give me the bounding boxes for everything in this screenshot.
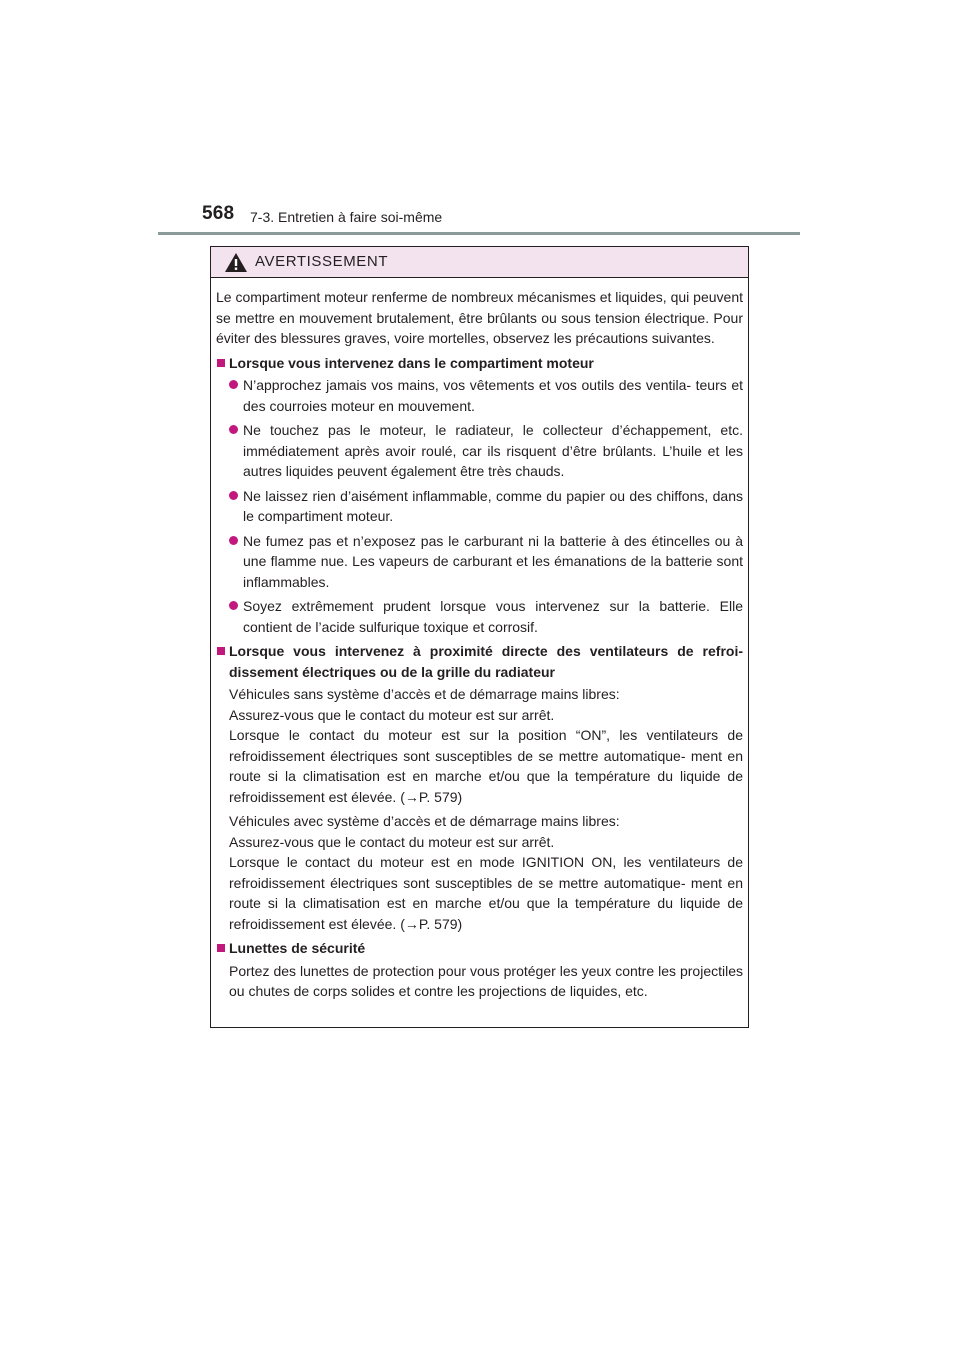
- bullet-item: [216, 420, 743, 482]
- bullet-item: [216, 596, 743, 637]
- warning-box: [210, 246, 749, 1028]
- paragraph-block-smart-key: [216, 811, 743, 934]
- section-heading-cooling-fans: [216, 641, 743, 682]
- bullet-text: Ne touchez pas le moteur, le radiateur, le collecteur d’échappement, etc. immédiatement après avoir roulé, car ils risquent d’être brûlants. L’huile et les autres liquides peuvent également être très chauds.: [243, 422, 743, 479]
- bullet-text: Ne fumez pas et n’exposez pas le carburant ni la batterie à des étincelles ou à une flamme nue. Les vapeurs de carburant et les émanations de la batterie sont inflammables.: [243, 532, 743, 590]
- warning-header: [211, 247, 748, 278]
- paragraph-safety-glasses: Portez des lunettes de protection pour vous protéger les yeux contre les projectiles ou chutes de corps solides et contre les projections de liquides, etc.: [229, 962, 743, 999]
- warning-triangle-icon: [225, 253, 247, 272]
- page-number: 568: [202, 203, 235, 224]
- warning-body: [216, 287, 743, 1002]
- paragraph-line: Lorsque le contact du moteur est sur la position “ON”, les ventilateurs de refroidissement électriques sont susceptibles de se mettre automatique- ment en route si la climatisation est en marche et/ou que la température du liquide de refroidissement est élevée. (→P. 579): [229, 727, 743, 805]
- section-title: 7-3. Entretien à faire soi-même: [250, 209, 443, 225]
- warning-intro: Le compartiment moteur renferme de nombreux mécanismes et liquides, qui peuvent se mettre en mouvement brutalement, être brûlants ou sous tension électrique. Pour éviter des blessures graves, voire mortelles, observez les précautions suivantes.: [216, 289, 743, 346]
- bullet-item: [216, 531, 743, 593]
- paragraph-line: Assurez-vous que le contact du moteur est sur arrêt.: [229, 706, 555, 723]
- bullet-text: Ne laissez rien d’aisément inflammable, comme du papier ou des chiffons, dans le compartiment moteur.: [243, 487, 743, 524]
- round-bullet-icon: [229, 536, 238, 545]
- paragraph-block-no-smart-key: [216, 684, 743, 807]
- paragraph-line: Assurez-vous que le contact du moteur est sur arrêt.: [229, 833, 555, 850]
- bullet-item: [216, 375, 743, 416]
- square-bullet-icon: [217, 647, 225, 655]
- round-bullet-icon: [229, 491, 238, 500]
- square-bullet-icon: [217, 944, 225, 952]
- paragraph-line: Véhicules sans système d’accès et de démarrage mains libres:: [229, 686, 620, 702]
- round-bullet-icon: [229, 380, 238, 389]
- bullet-text: N’approchez jamais vos mains, vos vêtements et vos outils des ventila- teurs et des courroies moteur en mouvement.: [243, 377, 743, 414]
- section-heading-safety-glasses: [216, 938, 743, 959]
- heading-text: Lorsque vous intervenez dans le compartiment moteur: [229, 354, 594, 371]
- header-divider: [158, 232, 800, 235]
- square-bullet-icon: [217, 359, 225, 367]
- round-bullet-icon: [229, 425, 238, 434]
- bullet-text: Soyez extrêmement prudent lorsque vous intervenez sur la batterie. Elle contient de l’acide sulfurique toxique et corrosif.: [243, 598, 743, 635]
- bullet-item: [216, 486, 743, 527]
- section-heading-engine-compartment: [216, 353, 743, 374]
- paragraph-line: Véhicules avec système d’accès et de démarrage mains libres:: [229, 813, 620, 829]
- paragraph-line: Lorsque le contact du moteur est en mode IGNITION ON, les ventilateurs de refroidissement électriques sont susceptibles de se mettre automatique- ment en route si la climatisation est en marche et/ou que la température du liquide de refroidissement est élevée. (→P. 579): [229, 854, 743, 932]
- heading-text: Lorsque vous intervenez à proximité directe des ventilateurs de refroi- dissement électriques ou de la grille du radiateur: [229, 643, 743, 680]
- warning-title: AVERTISSEMENT: [255, 253, 389, 270]
- round-bullet-icon: [229, 601, 238, 610]
- heading-text: Lunettes de sécurité: [229, 940, 366, 956]
